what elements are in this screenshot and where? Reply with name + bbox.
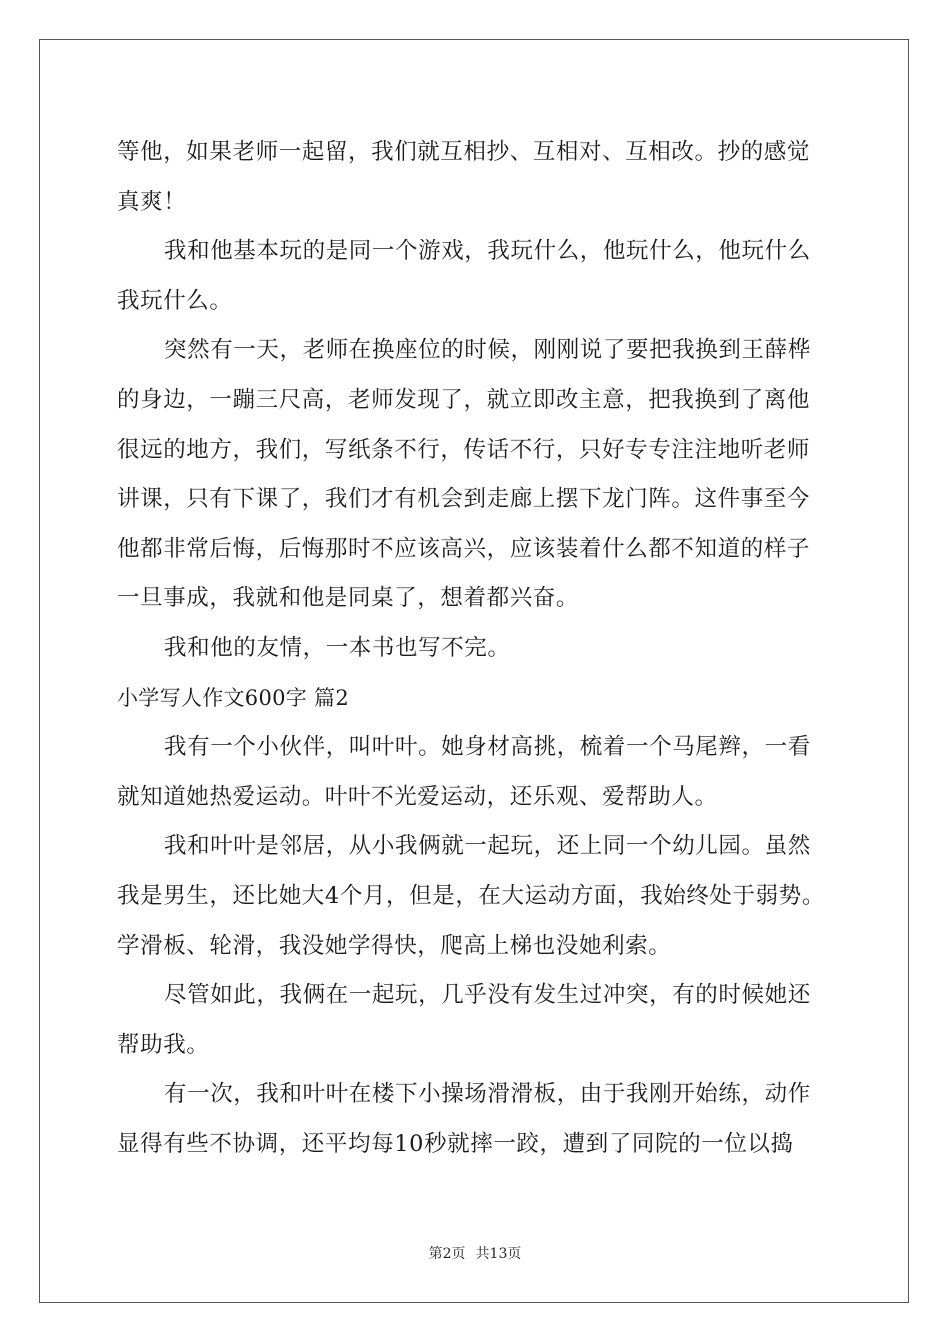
text-line: 就知道她热爱运动。叶叶不光爱运动，还乐观、爱帮助人。 (117, 783, 718, 810)
page-number: 第2页 (428, 1246, 466, 1262)
text-line: 有一次，我和叶叶在楼下小操场滑滑板，由于我刚开始练，动作 (164, 1081, 811, 1108)
text-line: 我是男生，还比她大4个月，但是，在大运动方面，我始终处于弱势。 (117, 882, 825, 909)
section-heading: 小学写人作文600字 篇2 (117, 685, 350, 710)
text-line: 等他，如果老师一起留，我们就互相抄、互相对、互相改。抄的感觉 (117, 139, 811, 165)
text-line: 突然有一天，老师在换座位的时候，刚刚说了要把我换到王薛桦 (164, 337, 811, 364)
text-line: 我和叶叶是邻居，从小我俩就一起玩，还上同一个幼儿园。虽然 (164, 833, 811, 860)
total-pages: 共13页 (475, 1246, 522, 1262)
text-line: 显得有些不协调，还平均每10秒就摔一跤，遭到了同院的一位以捣 (117, 1130, 794, 1157)
text-line: 他都非常后悔，后悔那时不应该高兴，应该装着什么都不知道的样子 (117, 535, 811, 562)
text-line: 我玩什么。 (117, 287, 233, 314)
text-line: 讲课，只有下课了，我们才有机会到走廊上摆下龙门阵。这件事至今 (117, 486, 811, 513)
text-line: 我和他的友情，一本书也写不完。 (164, 634, 511, 661)
text-line: 我和他基本玩的是同一个游戏，我玩什么，他玩什么，他玩什么 (164, 238, 811, 265)
page-footer (0, 1244, 950, 1264)
text-line: 的身边，一蹦三尺高，老师发现了，就立即改主意，把我换到了离他 (117, 386, 811, 413)
text-line: 真爽！ (117, 188, 187, 215)
text-line: 学滑板、轮滑，我没她学得快，爬高上梯也没她利索。 (117, 932, 672, 959)
text-line: 帮助我。 (117, 1031, 210, 1058)
document-body (117, 128, 837, 1169)
text-line: 一旦事成，我就和他是同桌了，想着都兴奋。 (117, 585, 580, 612)
text-line: 我有一个小伙伴，叫叶叶。她身材高挑，梳着一个马尾辫，一看 (164, 734, 811, 761)
text-line: 尽管如此，我俩在一起玩，几乎没有发生过冲突，有的时候她还 (164, 982, 811, 1009)
text-line: 很远的地方，我们，写纸条不行，传话不行，只好专专注注地听老师 (117, 436, 811, 463)
